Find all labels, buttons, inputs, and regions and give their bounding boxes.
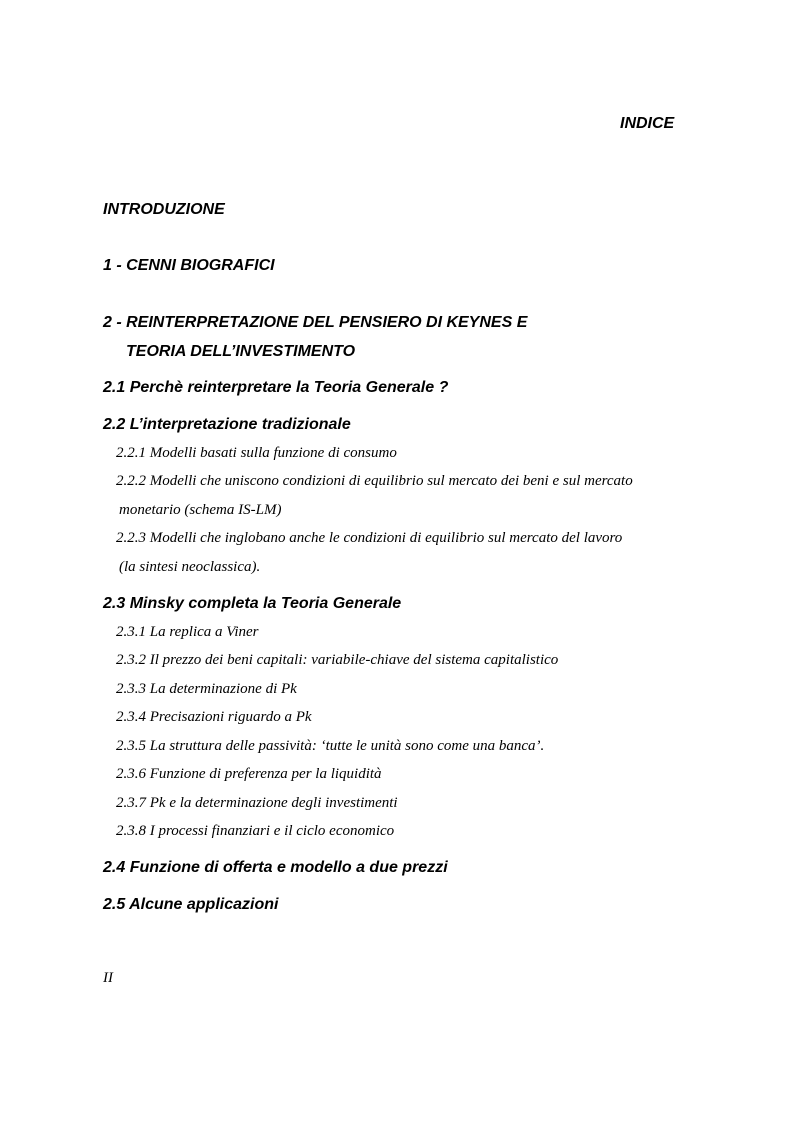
toc-subsection-2-3-6: 2.3.6 Funzione di preferenza per la liquidità bbox=[116, 766, 382, 782]
toc-chapter-2-line2: TEORIA DELL’INVESTIMENTO bbox=[126, 343, 356, 360]
toc-chapter-1: 1 - CENNI BIOGRAFICI bbox=[103, 257, 275, 274]
toc-subsection-2-2-3-line2: (la sintesi neoclassica). bbox=[119, 559, 261, 575]
toc-section-2-2: 2.2 L’interpretazione tradizionale bbox=[103, 416, 351, 433]
toc-subsection-2-3-5: 2.3.5 La struttura delle passività: ‘tutte le unità sono come una banca’. bbox=[116, 738, 545, 754]
toc-subsection-2-2-2-line1: 2.2.2 Modelli che uniscono condizioni di equilibrio sul mercato dei beni e sul mercato bbox=[116, 473, 633, 489]
toc-subsection-2-3-2: 2.3.2 Il prezzo dei beni capitali: variabile-chiave del sistema capitalistico bbox=[116, 652, 559, 668]
toc-subsection-2-2-3-line1: 2.2.3 Modelli che inglobano anche le condizioni di equilibrio sul mercato del lavoro bbox=[116, 530, 623, 546]
toc-subsection-2-3-8: 2.3.8 I processi finanziari e il ciclo economico bbox=[116, 823, 395, 839]
toc-section-2-1: 2.1 Perchè reinterpretare la Teoria Generale ? bbox=[103, 379, 449, 396]
toc-section-2-5: 2.5 Alcune applicazioni bbox=[103, 896, 279, 913]
toc-subsection-2-3-1: 2.3.1 La replica a Viner bbox=[116, 624, 259, 640]
toc-section-2-4: 2.4 Funzione di offerta e modello a due prezzi bbox=[103, 859, 448, 876]
toc-section-2-3: 2.3 Minsky completa la Teoria Generale bbox=[103, 595, 402, 612]
toc-chapter-2-line1: 2 - REINTERPRETAZIONE DEL PENSIERO DI KEYNES E bbox=[103, 314, 528, 331]
toc-subsection-2-3-7: 2.3.7 Pk e la determinazione degli investimenti bbox=[116, 795, 398, 811]
toc-intro: INTRODUZIONE bbox=[103, 201, 225, 218]
page-number: II bbox=[103, 970, 113, 986]
page-title: INDICE bbox=[620, 115, 675, 132]
toc-subsection-2-3-3: 2.3.3 La determinazione di Pk bbox=[116, 681, 297, 697]
toc-subsection-2-3-4: 2.3.4 Precisazioni riguardo a Pk bbox=[116, 709, 312, 725]
toc-subsection-2-2-1: 2.2.1 Modelli basati sulla funzione di consumo bbox=[116, 445, 397, 461]
toc-subsection-2-2-2-line2: monetario (schema IS-LM) bbox=[119, 502, 282, 518]
